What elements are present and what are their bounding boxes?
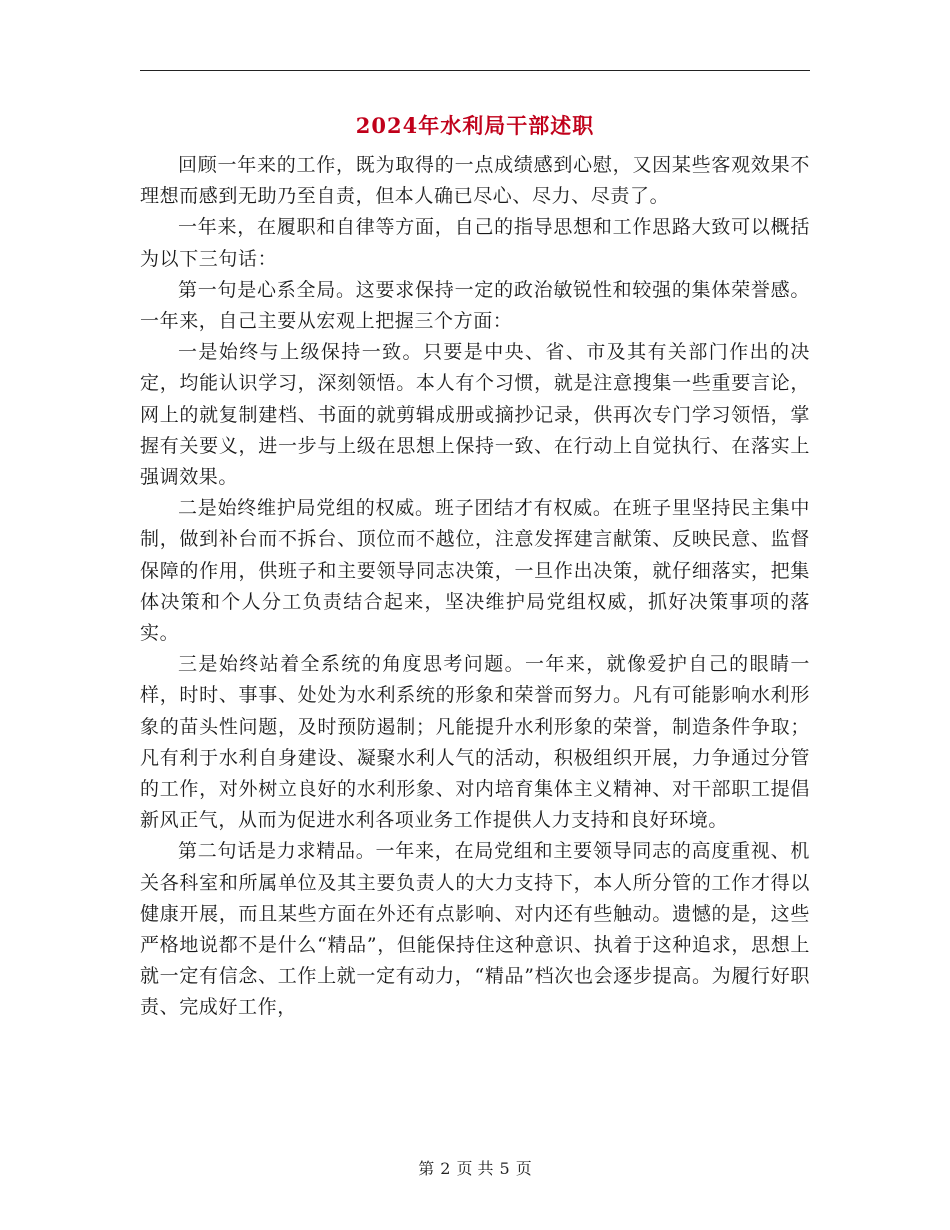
footer-prefix: 第 [418, 1159, 435, 1178]
footer-middle: 页 共 [456, 1159, 494, 1178]
document-title: 2024年水利局干部述职 [355, 113, 595, 138]
paragraph: 第一句是心系全局。这要求保持一定的政治敏锐性和较强的集体荣誉感。一年来，自己主要从宏观上把握三个方面： [140, 278, 810, 333]
paragraph: 第二句话是力求精品。一年来，在局党组和主要领导同志的高度重视、机关各科室和所属单位及其主要负责人的大力支持下，本人所分管的工作才得以健康开展，而且某些方面在外还有点影响、对内还有些触动。遗憾的是，这些严格地说都不是什么“精品”，但能保持住这种意识、执着于这种追求，思想上就一定有信念、工作上就一定有动力，“精品”档次也会逐步提高。为履行好职责、完成好工作， [140, 840, 810, 1019]
footer-total-pages: 5 [499, 1159, 510, 1178]
document-body [140, 150, 810, 1024]
paragraph: 回顾一年来的工作，既为取得的一点成绩感到心慰，又因某些客观效果不理想而感到无助乃至自责，但本人确已尽心、尽力、尽责了。 [140, 154, 810, 208]
footer-suffix: 页 [515, 1159, 532, 1178]
paragraph: 一是始终与上级保持一致。只要是中央、省、市及其有关部门作出的决定，均能认识学习，深刻领悟。本人有个习惯，就是注意搜集一些重要言论，网上的就复制建档、书面的就剪辑成册或摘抄记录，供再次专门学习领悟，掌握有关要义，进一步与上级在思想上保持一致、在行动上自觉执行、在落实上强调效果。 [140, 341, 810, 489]
paragraph: 三是始终站着全系统的角度思考问题。一年来，就像爱护自己的眼睛一样，时时、事事、处处为水利系统的形象和荣誉而努力。凡有可能影响水利形象的苗头性问题，及时预防遏制；凡能提升水利形象的荣誉，制造条件争取；凡有利于水利自身建设、凝聚水利人气的活动，积极组织开展，力争通过分管的工作，对外树立良好的水利形象、对内培育集体主义精神、对干部职工提倡新风正气，从而为促进水利各项业务工作提供人力支持和良好环境。 [140, 653, 810, 832]
paragraph: 一年来，在履职和自律等方面，自己的指导思想和工作思路大致可以概括为以下三句话： [140, 216, 810, 270]
page-footer [140, 1156, 810, 1179]
footer-page-number: 2 [440, 1159, 451, 1178]
paragraph: 二是始终维护局党组的权威。班子团结才有权威。在班子里坚持民主集中制，做到补台而不拆台、顶位而不越位，注意发挥建言献策、反映民意、监督保障的作用，供班子和主要领导同志决策，一旦作出决策，就仔细落实，把集体决策和个人分工负责结合起来，坚决维护局党组权威，抓好决策事项的落实。 [140, 497, 810, 645]
header-rule [140, 70, 810, 71]
